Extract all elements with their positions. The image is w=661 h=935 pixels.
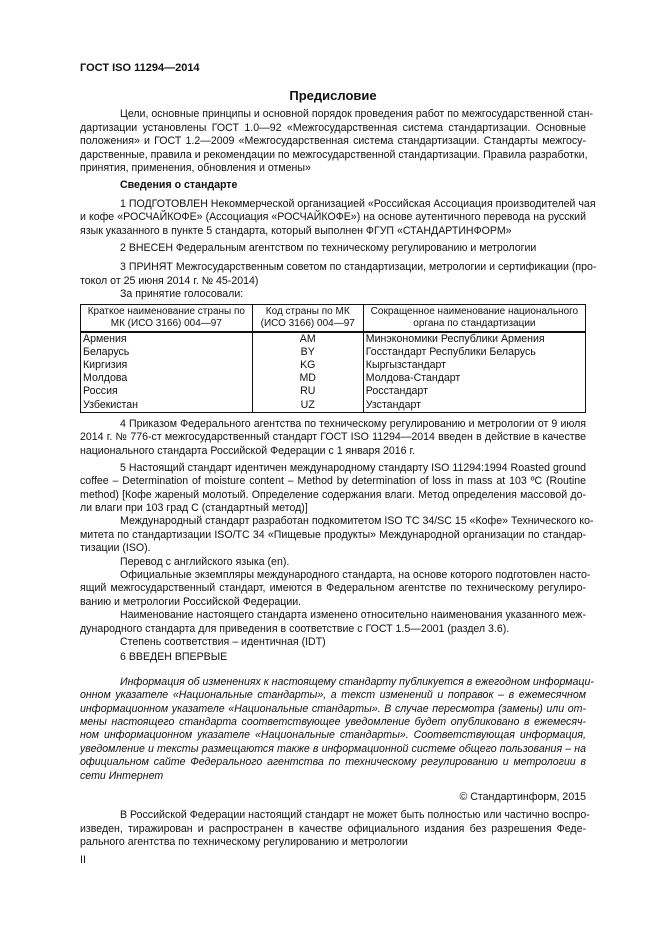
text-line: национального стандарта Российской Федерации с 1 января 2016 г. <box>80 444 416 457</box>
table-row <box>81 359 586 372</box>
table-row <box>81 399 586 413</box>
text-line: дартизации установлены ГОСТ 1.0—92 «Межгосударственная система стандартизации. Основные <box>80 121 586 134</box>
paragraph-6 <box>80 651 586 664</box>
text-line: митета по стандартизации ISO/TC 34 «Пищевые продукты» Международной организации по стандар- <box>80 528 586 541</box>
standards-body: Молдова-Стандарт <box>363 372 585 385</box>
text-line: сети Интернет <box>80 769 164 782</box>
country-name: Молдова <box>81 372 253 385</box>
text-line: информационном указателе «Национальные стандарты». В случае пересмотра (замены) или от- <box>80 702 586 715</box>
country-code: UZ <box>252 399 363 413</box>
country-name: Россия <box>81 385 253 398</box>
text-line: изведен, тиражирован и распространен в качестве официального издания без разрешения Феде- <box>80 822 586 835</box>
country-code: MD <box>252 372 363 385</box>
text-line: coffee – Determination of moisture content – Method by determination of loss in mass at 103 ºC (Routine <box>80 475 586 488</box>
text-line: 6 ВВЕДЕН ВПЕРВЫЕ <box>120 651 228 664</box>
text-line: В Российской Федерации настоящий стандарт не может быть полностью или частично воспро- <box>120 809 590 822</box>
intro-paragraph <box>80 108 593 175</box>
paragraph-5-translation <box>80 556 586 569</box>
country-code: KG <box>252 359 363 372</box>
text-line: ли влаги при 103 град С (стандартный метод)] <box>80 502 308 515</box>
paragraph-1 <box>80 197 596 238</box>
voting-table <box>80 304 586 413</box>
rights-paragraph <box>80 809 590 849</box>
table-header: Краткое наименование страны по МК (ИСО 3166) 004—97 <box>81 304 253 332</box>
text-line: мены настоящего стандарта соответствующее уведомление будет опубликовано в ежемесяч- <box>80 715 586 728</box>
text-line: официальном сайте Федерального агентства по техническому регулированию и метрологии в <box>80 756 586 769</box>
paragraph-5-committee <box>80 515 594 555</box>
voting-table-wrap <box>80 304 586 413</box>
table-row <box>81 346 586 359</box>
paragraph-5-name-change <box>80 609 586 636</box>
text-line: 1 ПОДГОТОВЛЕН Некоммерческой организацией «Российская Ассоциация производителей чая <box>120 197 596 210</box>
standards-body: Госстандарт Республики Беларусь <box>363 346 585 359</box>
text-line: 3 ПРИНЯТ Межгосударственным советом по стандартизации, метрологии и сертификации (про- <box>120 261 597 274</box>
standards-body: Росстандарт <box>363 385 585 398</box>
page-number: II <box>80 854 86 867</box>
info-heading: Сведения о стандарте <box>120 179 238 192</box>
text-line: ванию и метрологии Российской Федерации. <box>80 595 302 608</box>
text-line: тизации (ISO). <box>80 542 151 555</box>
vote-label: За принятие голосовали: <box>120 288 244 301</box>
copyright: © Стандартинформ, 2015 <box>459 790 586 803</box>
text-line: Официальные экземпляры международного стандарта, на основе которого подготовлен насто- <box>120 569 591 582</box>
country-name: Киргизия <box>81 359 253 372</box>
text-line: method) [Кофе жареный молотый. Определение содержания влаги. Метод определения массовой до- <box>80 488 586 501</box>
standards-body: Узстандарт <box>363 399 585 413</box>
text-line: дународного стандарта для приведения в соответствие с ГОСТ 1.5—2001 (раздел 3.6). <box>80 622 510 635</box>
text-line: 4 Приказом Федерального агентства по техническому регулированию и метрологии от 9 июля <box>120 417 586 430</box>
text-line: рального агентства по техническому регулированию и метрологии <box>80 836 408 849</box>
paragraph-3 <box>80 261 597 288</box>
text-line: положения» и ГОСТ 1.2—2009 «Межгосударственная система стандартизации. Стандарты межгосу- <box>80 135 586 148</box>
country-name: Армения <box>81 332 253 346</box>
document-page <box>80 0 597 868</box>
text-line: дарственные, правила и рекомендации по межгосударственной стандартизации. Правила разработки, <box>80 148 588 161</box>
text-line: язык указанного в пункте 5 стандарта, который выполнен ФГУП «СТАНДАРТИНФОРМ» <box>80 224 512 237</box>
paragraph-5-copies <box>80 569 591 609</box>
country-code: BY <box>252 346 363 359</box>
text-line: 5 Настоящий стандарт идентичен международному стандарту ISO 11294:1994 Roasted ground <box>120 461 586 474</box>
notice-paragraph <box>80 675 594 783</box>
text-line: уведомление и тексты размещаются также в информационной системе общего пользования – на <box>80 742 586 755</box>
text-line: и кофе «РОСЧАЙКОФЕ» (Ассоциация «РОСЧАЙКОФЕ») на основе аутентичного перевода на русский <box>80 211 586 224</box>
page-title: Предисловие <box>289 88 377 104</box>
table-row <box>81 385 586 398</box>
text-line: Наименование настоящего стандарта изменено относительно наименования указанного меж- <box>120 609 586 622</box>
document-header: ГОСТ ISO 11294—2014 <box>80 62 200 74</box>
text-line: Цели, основные принципы и основной порядок проведения работ по межгосударственной стан- <box>120 108 593 121</box>
table-row <box>81 372 586 385</box>
paragraph-5-degree <box>80 636 586 649</box>
text-line: онном указателе «Национальные стандарты», а текст изменений и поправок – в ежемесячном <box>80 689 586 702</box>
text-line: Степень соответствия – идентичная (IDT) <box>120 635 326 648</box>
text-line: принятия, применения, обновления и отмены» <box>80 161 311 174</box>
text-line: 2 ВНЕСЕН Федеральным агентством по техническому регулированию и метрологии <box>120 241 537 254</box>
text-line: Международный стандарт разработан подкомитетом ISO TC 34/SC 15 «Кофе» Технического ко- <box>120 515 594 528</box>
country-name: Беларусь <box>81 346 253 359</box>
paragraph-4 <box>80 418 586 458</box>
text-line: 2014 г. № 776-ст межгосударственный стандарт ГОСТ ISO 11294—2014 введен в действие в качестве <box>80 431 586 444</box>
text-line: токол от 25 июня 2014 г. № 45-2014) <box>80 274 259 287</box>
table-row <box>81 332 586 346</box>
text-line: Информация об изменениях к настоящему стандарту публикуется в ежегодном информаци- <box>120 675 594 688</box>
paragraph-5 <box>80 462 586 516</box>
country-code: AM <box>252 332 363 346</box>
standards-body: Минэкономики Республики Армения <box>363 332 585 346</box>
standards-body: Кыргызстандарт <box>363 359 585 372</box>
table-header: Сокращенное наименование национального органа по стандартизации <box>363 304 585 332</box>
country-code: RU <box>252 385 363 398</box>
text-line: Перевод с английского языка (en). <box>120 555 290 568</box>
text-line: ящий межгосударственный стандарт, имеются в Федеральном агентстве по техническому регулиро- <box>80 582 586 595</box>
text-line: ном информационном указателе «Национальные стандарты». Соответствующая информация, <box>80 729 586 742</box>
country-name: Узбекистан <box>81 399 253 413</box>
paragraph-2 <box>80 242 586 255</box>
table-header: Код страны по МК (ИСО 3166) 004—97 <box>252 304 363 332</box>
